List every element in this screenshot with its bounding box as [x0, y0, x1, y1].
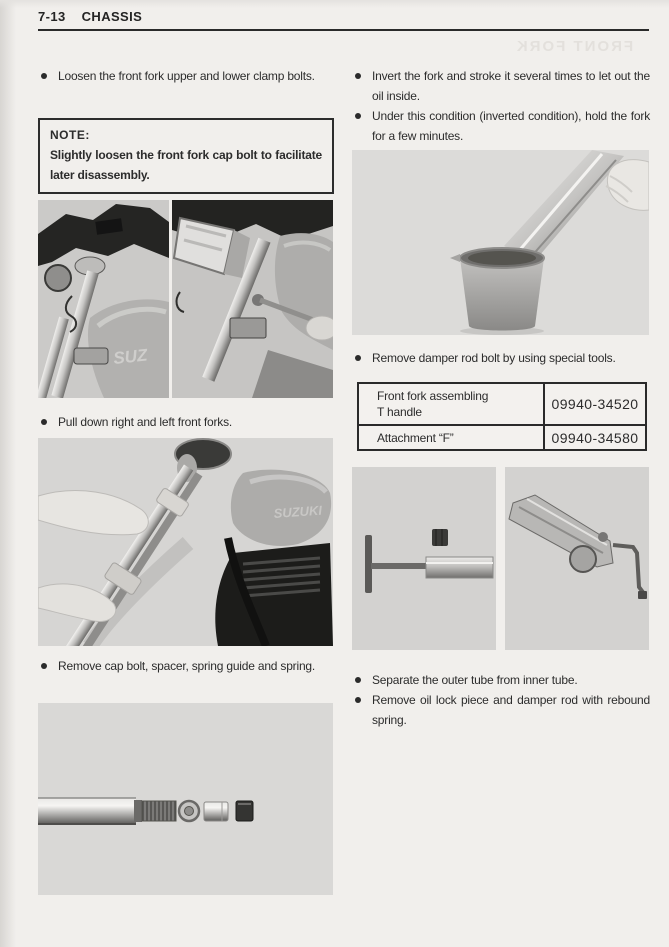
tool-part-number: 09940-34520: [551, 396, 639, 412]
bullet-icon: [355, 697, 361, 703]
step-text: Under this condition (inverted condition), hold the fork for a few minutes.: [372, 109, 650, 143]
bullet-icon: [355, 113, 361, 119]
scan-edge-shadow: [0, 0, 16, 947]
step-remove-damper-rod-bolt: [352, 348, 669, 368]
photo-upper-clamp: [38, 200, 169, 398]
table-row: [359, 426, 645, 449]
step-remove-oil-lock-piece: [352, 690, 650, 730]
bullet-icon: [41, 73, 47, 79]
step-pull-down-forks: [38, 412, 354, 432]
figure-pull-down-forks: [38, 438, 333, 646]
header-rule: [38, 29, 649, 31]
step-text: Loosen the front fork upper and lower clamp bolts.: [58, 69, 315, 83]
tool-name: Front fork assembling T handle: [359, 384, 545, 424]
photo-attachment-tool: [505, 467, 649, 650]
step-text: Remove oil lock piece and damper rod with rebound spring.: [372, 693, 650, 727]
step-invert-fork: [352, 66, 650, 106]
section-number: 7-13: [38, 9, 66, 24]
photo-pull-down-forks: [38, 438, 333, 646]
bullet-icon: [41, 419, 47, 425]
tool-name: Attachment “F”: [359, 426, 545, 449]
note-label: NOTE:: [50, 128, 90, 142]
figure-oil-draining: [352, 150, 649, 335]
figure-fork-parts: [38, 703, 333, 895]
section-title: CHASSIS: [81, 9, 143, 24]
note-text: Slightly loosen the front fork cap bolt to facilitate later disassembly.: [50, 148, 322, 182]
right-steps-top: [352, 66, 650, 146]
step-hold-fork: [352, 106, 650, 146]
step-loosen-clamp-bolts: [38, 66, 354, 86]
figure-clamp-bolts: [38, 200, 333, 398]
special-tools-table: [357, 382, 647, 451]
page-header: [38, 9, 142, 24]
photo-t-handle-tool: [352, 467, 496, 650]
scan-edge-shadow-top: [0, 0, 669, 8]
bullet-icon: [355, 73, 361, 79]
figure-special-tools: [352, 467, 649, 650]
photo-lower-clamp: [172, 200, 333, 398]
right-steps-bottom: [352, 670, 650, 730]
step-text: Remove damper rod bolt by using special tools.: [372, 351, 616, 365]
step-text: Pull down right and left front forks.: [58, 415, 233, 429]
photo-oil-draining: [352, 150, 649, 335]
bullet-icon: [41, 663, 47, 669]
svg-text:SUZ: SUZ: [112, 345, 149, 368]
svg-text:SUZUKI: SUZUKI: [273, 502, 323, 521]
step-text: Separate the outer tube from inner tube.: [372, 673, 578, 687]
step-text: Remove cap bolt, spacer, spring guide and spring.: [58, 659, 316, 673]
bullet-icon: [355, 355, 361, 361]
bullet-icon: [355, 677, 361, 683]
table-row: [359, 384, 645, 426]
bleed-through-text: FRONT FORK: [514, 38, 634, 55]
note-box: [38, 118, 334, 194]
tool-part-number: 09940-34580: [551, 429, 639, 446]
step-remove-cap-bolt: [38, 656, 354, 676]
step-text: Invert the fork and stroke it several times to let out the oil inside.: [372, 69, 650, 103]
photo-fork-parts: [38, 703, 333, 895]
step-separate-tubes: [352, 670, 650, 690]
